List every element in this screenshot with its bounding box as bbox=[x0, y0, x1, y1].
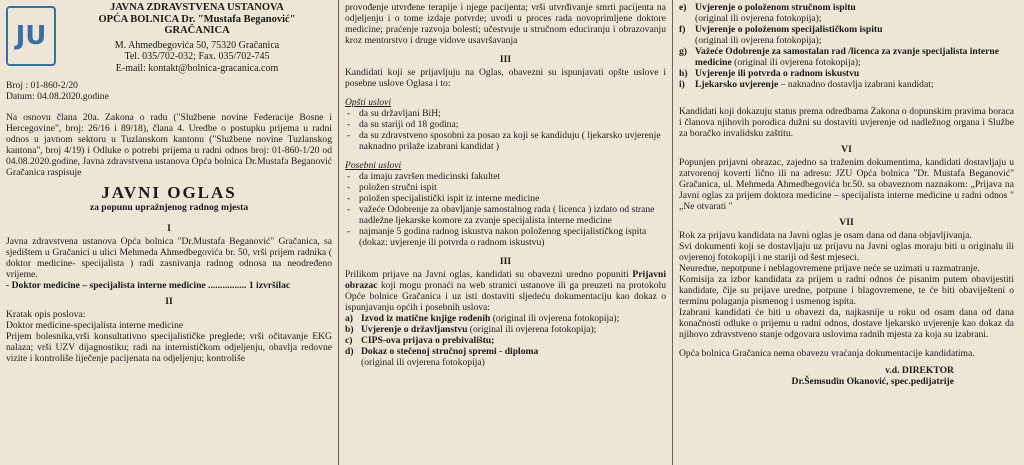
document-number: Broj : 01-860-2/20 bbox=[6, 80, 78, 91]
header-text bbox=[62, 2, 332, 74]
list-item: d) Dokaz o stečenoj stručnoj spremi - diploma (original ili ovjerena fotokopija) bbox=[345, 346, 539, 368]
required-documents-list bbox=[345, 313, 666, 368]
document-date: Datum: 04.08.2020.godine bbox=[6, 91, 109, 102]
ad-subtitle: za popunu upražnjenog radnog mjesta bbox=[89, 202, 249, 213]
list-item: - da imaju završen medicinski fakultet bbox=[345, 171, 666, 182]
column-1 bbox=[0, 0, 338, 465]
application-text-end: koji mogu pronaći na web stranici ustanove ili ga preuzeti na protokolu Opće bolnice Gračanica i uz isti dostaviti sljedeću dokumentaciju kao dokaz o ispunjavanju općih i posebnih uslova: bbox=[345, 280, 666, 313]
application-paragraph bbox=[345, 269, 666, 313]
list-item: - položen specijalistički ispit iz interne medicine bbox=[345, 193, 666, 204]
institution-address: M. Ahmedbegovića 50, 75320 Gračanica bbox=[114, 39, 280, 51]
section-3-number: III bbox=[499, 54, 512, 65]
hospital-logo bbox=[6, 6, 56, 66]
veterans-paragraph: Kandidati koji dokazuju status prema odredbama Zakona o dopunskim pravima boraca i članova njihovih porodica dužni su dostaviti uvjerenje od nadležnog organa i Službe za boračko invalidsku zaštitu. bbox=[679, 106, 1014, 139]
list-item: - da su državljani BiH; bbox=[345, 108, 666, 119]
list-item: c) CIPS-ova prijava o prebivalištu; bbox=[345, 335, 495, 346]
job-description-text: Prijem bolesnika,vrši konsultativno specijalističke preglede; vrši očitavanje EKG nalaza; vrši UZV dijagnostiku; radi na internističkom odjeljenju, obavlja redovne vizite i kontroliše liječenje pacijenata na odjeljenju; kontroliše bbox=[6, 331, 332, 364]
list-item: e) Uvjerenje o položenom stručnom ispitu (original ili ovjerena fotokopija); bbox=[679, 2, 856, 24]
list-item: - da su stariji od 18 godina; bbox=[345, 119, 666, 130]
institution-phone: Tel. 035/702-032; Fax. 035/702-745 bbox=[124, 51, 270, 62]
deadline-paragraph: Rok za prijavu kandidata na Javni oglas je osam dana od dana objavljivanja. bbox=[679, 230, 972, 241]
section-1-text: Javna zdravstvena ustanova Opća bolnica "Dr.Mustafa Beganović" Gračanica, sa sjedištem u Gračanici u ulici Mehmeda Ahmedbegovića br. 50, vrši prijem radnika ( doktor medicine- specijalista ) radi zasnivanja radnog odnosa na neodređeno vrijeme. bbox=[6, 236, 332, 280]
position-line: - Doktor medicine – specijalista interne medicine ................ 1 izvršilac bbox=[6, 280, 291, 291]
signature-block bbox=[679, 365, 1014, 387]
list-item: b) Uvjerenje o državljanstvu (original ili ovjerena fotokopija); bbox=[345, 324, 597, 335]
column-2 bbox=[338, 0, 672, 465]
signature-title: v.d. DIREKTOR bbox=[885, 365, 954, 376]
institution-header bbox=[6, 2, 332, 74]
section-6-number: VI bbox=[841, 144, 852, 155]
list-item: h) Uvjerenje ili potvrda o radnom iskustvu bbox=[679, 68, 860, 79]
closing-note: Opća bolnica Gračanica nema obavezu vraćanja dokumentacije kandidatima. bbox=[679, 348, 975, 359]
general-conditions-heading: Opšti uslovi bbox=[345, 97, 392, 108]
logo-text: JU bbox=[15, 20, 47, 51]
intro-paragraph: Na osnovu člana 20a. Zakona o radu ("Službene novine Federacije Bosne i Hercegovine", broj: 26/16 i 89/18), člana 4. Uredbe o postupku prijema u radni odnos u javnom sektoru u Tuzlanskom kantonu ("Službene novine Tuzlanskog kantona", broj 4/19) i Odluke o potrebi prijema u radni odnos broj: 01-860-1/20 od 04.08.2020.godine, Javna zdravstvena ustanova Opća bolnica Dr.Mustafa Beganović Gračanica raspisuje bbox=[6, 112, 332, 178]
application-form-name: Prijavni obrazac bbox=[345, 269, 666, 291]
list-item: i) Ljekarsko uvjerenje – naknadno dostavlja izabrani kandidat; bbox=[679, 79, 934, 90]
list-item: - da su zdravstveno sposobni za posao za koji se kandiduju ( ljekarsko uvjerenje naknadno prilaže izabrani kandidat ) bbox=[345, 130, 666, 152]
conditions-intro: Kandidati koji se prijavljuju na Oglas, obavezni su ispunjavati opšte uslove i posebne uslove Oglasa i to: bbox=[345, 67, 666, 89]
institution-line2: OPĆA BOLNICA Dr. "Mustafa Beganović" bbox=[98, 13, 296, 25]
application-text-start: Prilikom prijave na Javni oglas, kandidati su obavezni uredno popuniti bbox=[345, 269, 633, 280]
documents-validity-paragraph: Svi dokumenti koji se dostavljaju uz prijavu na Javni oglas moraju biti u originalu ili ovjerenoj fotokopiji i ne stariji od šest mjeseci. bbox=[679, 241, 1014, 263]
commission-paragraph: Komisija za izbor kandidata za prijem u radni odnos će pisanim putem obavijestiti kandidate, čije su prijave uredne, potpune i blagovremene, te će biti obaviješteni o terminu polaganja pismenog i usmenog ispita. bbox=[679, 274, 1014, 307]
institution-line1: JAVNA ZDRAVSTVENA USTANOVA bbox=[110, 2, 284, 13]
special-conditions-list bbox=[345, 171, 666, 248]
column-3 bbox=[672, 0, 1020, 465]
section-3b-number: III bbox=[499, 256, 512, 267]
job-description-heading: Kratak opis poslova: bbox=[6, 309, 86, 320]
required-documents-list-continued bbox=[679, 2, 1014, 90]
list-item: - položen stručni ispit bbox=[345, 182, 666, 193]
list-item: - važeće Odobrenje za obavljanje samostalnog rada ( licenca ) izdato od strane nadležne ljekarske komore za zvanje specijalista interne medicine bbox=[345, 204, 666, 226]
job-role: Doktor medicine-specijalista interne medicine bbox=[6, 320, 184, 331]
general-conditions-list bbox=[345, 108, 666, 152]
section-7-number: VII bbox=[839, 217, 854, 228]
medical-certificate-paragraph: Izabrani kandidati će biti u obavezi da, najkasnije u roku od osam dana od dana konačnosti odluke o prijemu u radni odnos, dostave ljekarsko uvjerenje kao dokaz da njihovo zdravstveno stanje odgovara uslovima radnih mjesta za koja su izabrani. bbox=[679, 307, 1014, 340]
document-meta bbox=[6, 80, 332, 102]
submission-paragraph: Popunjen prijavni obrazac, zajedno sa traženim dokumentima, kandidati dostavljaju u zatvorenoj koverti lično ili na adresu: JZU Opća bolnica "Dr. Mustafa Beganović" Gračanica, ul. Mehmeda Ahmedbegovića br.50. sa obaveznom naznakom: „Prijava na Javni oglas za prijem doktora medicine – specijalista interne medicine u radni odnos " „Ne otvarati " bbox=[679, 157, 1014, 212]
section-2-number: II bbox=[165, 296, 173, 307]
list-item: a) Izvod iz matične knjige rođenih (original ili ovjerena fotokopija); bbox=[345, 313, 620, 324]
incomplete-applications-paragraph: Neuredne, nepotpune i neblagovremene prijave neće se uzimati u razmatranje. bbox=[679, 263, 980, 274]
institution-line3: GRAČANICA bbox=[164, 25, 230, 36]
special-conditions-heading: Posebni uslovi bbox=[345, 160, 402, 171]
ad-title: JAVNI OGLAS bbox=[101, 183, 237, 202]
signature-name: Dr.Šemsudin Okanović, spec.pedijatrije bbox=[791, 376, 954, 387]
job-description-continued: provođenje utvrđene terapije i njege pacijenta; vrši utvrđivanje smrti pacijenta na odjeljenju i o tome izdaje potvrde; uvodi u proces rada novoprimljene doktore medicine; praćenje razvoja bolesti; učestvuje u stručnom educiranju i obrazovanju kroz mentorstvo i druge vidove usavršavanja bbox=[345, 2, 666, 46]
section-1-number: I bbox=[167, 223, 171, 234]
list-item: g) Važeće Odobrenje za samostalan rad /licenca za zvanje specijalista interne medicine (original ili ovjerena fotokopija); bbox=[679, 46, 1000, 68]
list-item: f) Uvjerenje o položenom specijalističkom ispitu (original ili ovjerena fotokopija); bbox=[679, 24, 883, 46]
institution-email: E-mail: kontakt@bolnica-gracanica.com bbox=[115, 62, 279, 74]
list-item: - najmanje 5 godina radnog iskustva nakon položenog specijalističkog ispita (dokaz: uvjerenje ili potvrda o radnom iskustvu) bbox=[345, 226, 666, 248]
